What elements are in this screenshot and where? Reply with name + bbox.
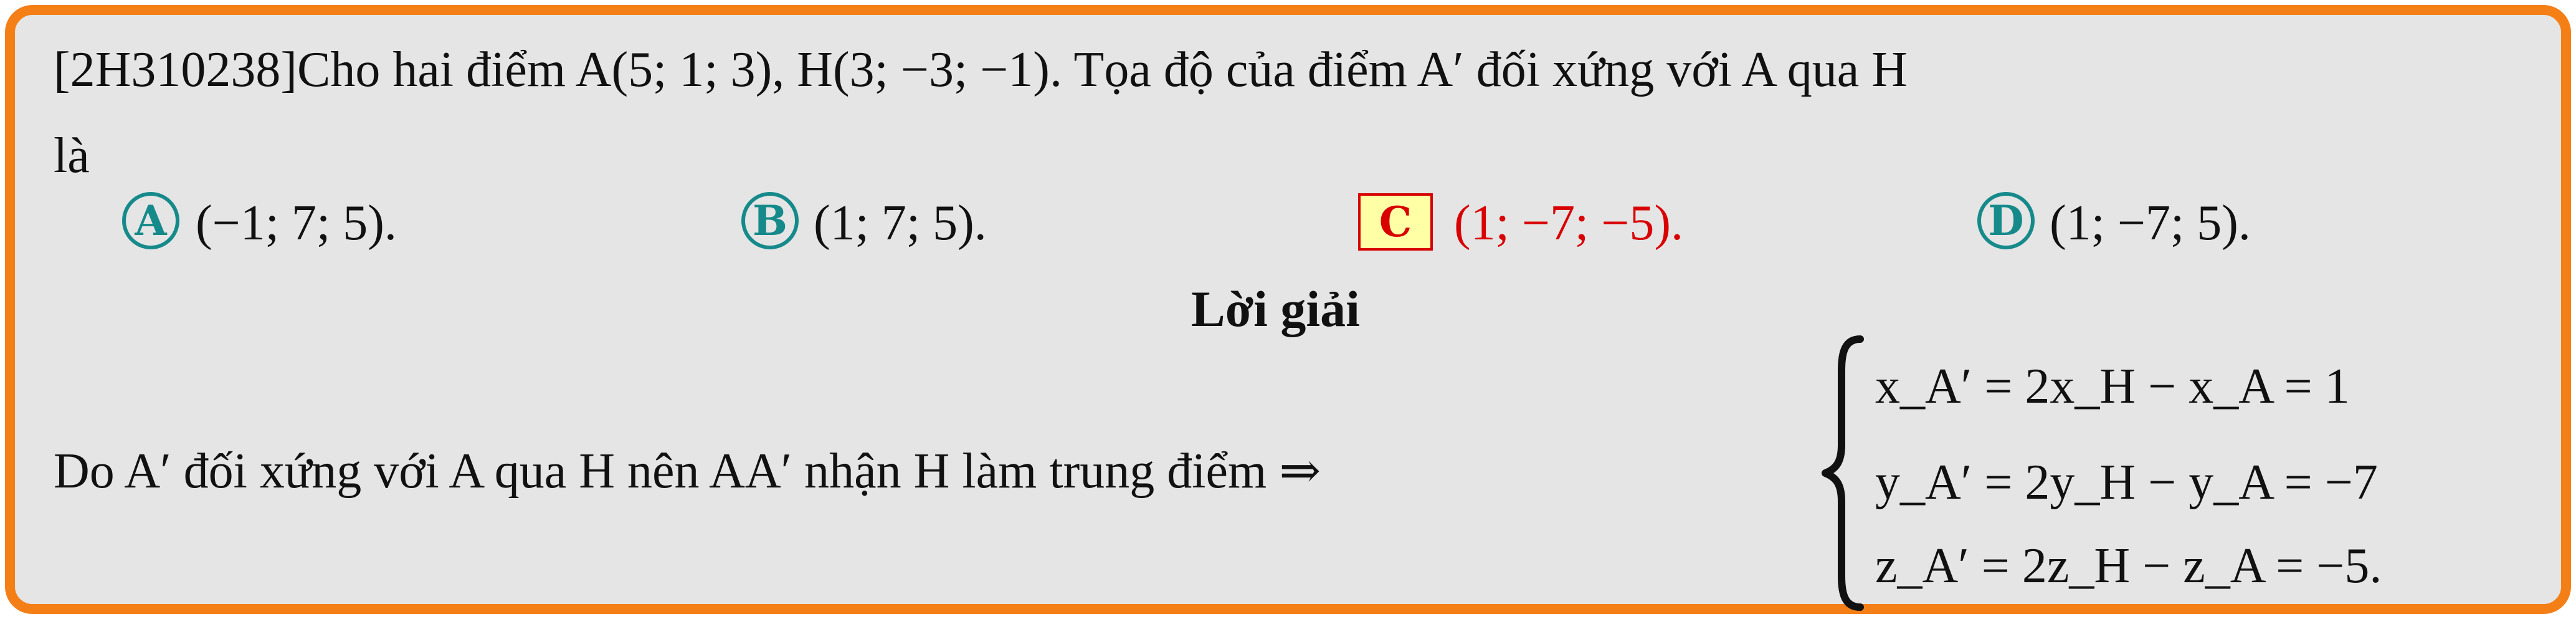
question-card — [5, 5, 2571, 614]
solution-title: Lời giải — [1191, 281, 1360, 337]
option-b-text[interactable]: (1; 7; 5). — [814, 196, 987, 251]
solution-text: Do A′ đối xứng với A qua H nên AA′ nhận H làm trung điểm ⇒ — [54, 444, 1321, 499]
system-line-z: z_A′ = 2z_H − z_A = −5. — [1875, 539, 2382, 593]
question-line-1: [2H310238]Cho hai điểm A(5; 1; 3), H(3; −3; −1). Tọa độ của điểm A′ đối xứng với A qua H — [54, 42, 1908, 97]
option-d-text[interactable]: (1; −7; 5). — [2050, 196, 2251, 251]
left-brace-icon — [1820, 333, 1869, 613]
option-d-badge[interactable]: D — [1977, 192, 2035, 249]
option-a-text[interactable]: (−1; 7; 5). — [196, 196, 397, 251]
option-a-badge[interactable]: A — [122, 192, 179, 249]
system-line-x: x_A′ = 2x_H − x_A = 1 — [1875, 359, 2350, 414]
question-line-2: là — [54, 128, 90, 183]
option-c-text[interactable]: (1; −7; −5). — [1454, 196, 1683, 251]
option-b-badge[interactable]: B — [741, 192, 799, 249]
system-line-y: y_A′ = 2y_H − y_A = −7 — [1875, 455, 2378, 510]
option-c-badge[interactable]: C — [1358, 193, 1433, 251]
